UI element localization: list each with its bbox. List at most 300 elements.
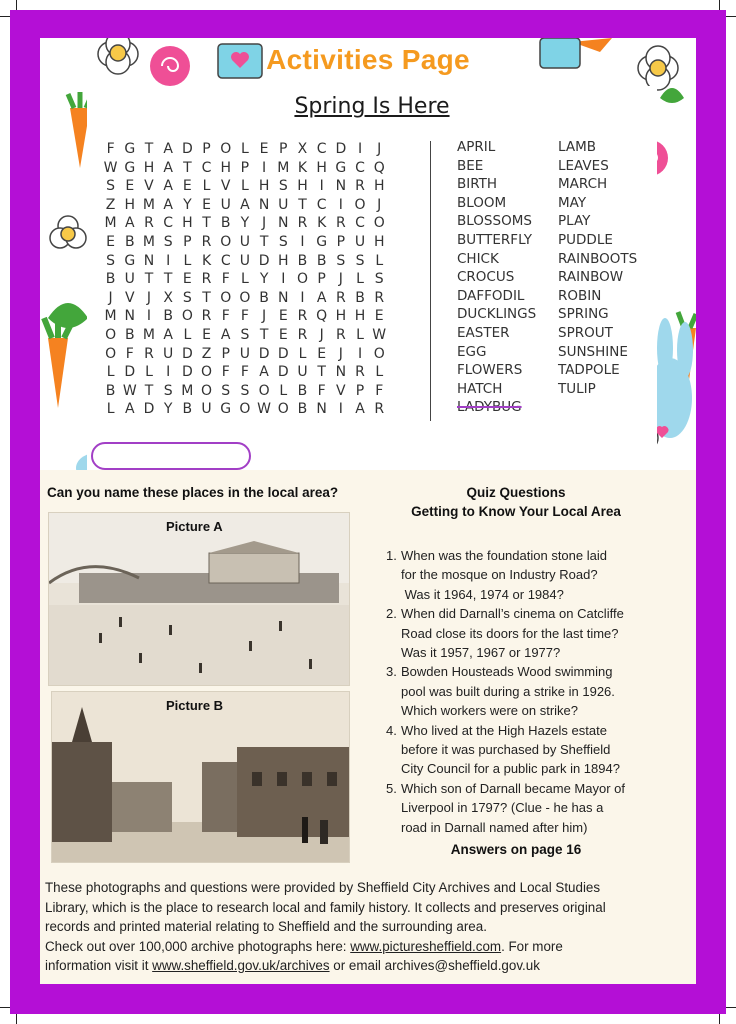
question-line: City Council for a public park in 1894? (401, 761, 620, 777)
grid-letter[interactable]: L (106, 401, 115, 418)
grid-letter[interactable]: L (183, 252, 192, 269)
grid-letter[interactable]: T (144, 271, 154, 288)
grid-letter[interactable]: L (106, 364, 115, 381)
grid-letter[interactable]: O (239, 289, 251, 306)
grid-letter[interactable]: A (163, 196, 173, 213)
grid-letter[interactable]: O (354, 196, 366, 213)
grid-letter[interactable]: T (298, 196, 307, 213)
grid-letter[interactable]: C (220, 252, 231, 269)
grid-letter[interactable]: I (338, 401, 343, 418)
grid-letter[interactable]: S (336, 252, 346, 269)
grid-letter[interactable]: L (241, 178, 249, 195)
word-list-item: RAINBOW (558, 269, 624, 286)
grid-letter[interactable]: R (297, 215, 308, 232)
grid-letter[interactable]: K (201, 252, 212, 269)
grid-letter[interactable]: O (105, 326, 117, 343)
grid-letter[interactable]: O (201, 382, 213, 399)
grid-letter[interactable]: E (182, 271, 192, 288)
grid-letter[interactable]: P (279, 141, 288, 157)
question-line: When was the foundation stone laid (401, 548, 607, 563)
grid-letter[interactable]: F (240, 308, 249, 325)
grid-letter[interactable]: N (278, 215, 289, 232)
grid-row (101, 177, 389, 196)
grid-letter[interactable]: R (201, 308, 212, 325)
grid-letter[interactable]: I (300, 289, 305, 306)
grid-letter[interactable]: G (124, 252, 136, 269)
grid-letter[interactable]: G (316, 233, 328, 250)
grid-letter[interactable]: A (124, 401, 135, 418)
grid-letter[interactable]: C (316, 196, 327, 213)
grid-letter[interactable]: O (220, 141, 232, 157)
grid-letter[interactable]: D (335, 141, 347, 157)
grid-letter[interactable]: X (297, 141, 308, 157)
grid-letter[interactable]: E (374, 308, 384, 325)
grid-letter[interactable]: B (182, 401, 193, 418)
grid-letter[interactable]: O (258, 382, 270, 399)
grid-letter[interactable]: M (181, 382, 194, 399)
footer-text: or email archives@sheffield.gov.uk (329, 958, 540, 973)
quiz-heading: Quiz Questions (466, 485, 566, 500)
grid-letter[interactable]: T (163, 271, 173, 288)
grid-letter[interactable]: N (143, 252, 155, 269)
grid-letter[interactable]: J (319, 326, 324, 343)
grid-letter[interactable]: H (316, 159, 327, 176)
grid-letter[interactable]: L (183, 326, 192, 343)
word-list-item: CROCUS (457, 269, 515, 286)
word-list-item: LADYBUG (457, 399, 522, 416)
grid-letter[interactable]: L (356, 326, 364, 343)
grid-letter[interactable]: H (335, 308, 347, 325)
grid-letter[interactable]: E (202, 196, 211, 213)
grid-letter[interactable]: R (374, 289, 385, 306)
grid-letter[interactable]: V (144, 178, 154, 195)
grid-letter[interactable]: E (125, 178, 135, 195)
grid-letter[interactable]: U (239, 252, 251, 269)
grid-letter[interactable]: I (357, 141, 363, 157)
grid-letter[interactable]: I (146, 308, 152, 325)
grid-row (101, 140, 389, 159)
grid-letter[interactable]: L (356, 271, 364, 288)
grid-letter[interactable]: S (221, 382, 231, 399)
grid-letter[interactable]: R (144, 215, 154, 232)
grid-letter[interactable]: D (181, 364, 193, 381)
grid-letter[interactable]: U (201, 401, 212, 418)
street-scene-photo (52, 692, 349, 862)
grid-letter[interactable]: A (163, 178, 173, 195)
grid-letter[interactable]: I (338, 196, 343, 213)
grid-letter[interactable]: I (262, 159, 267, 176)
grid-letter[interactable]: F (240, 364, 249, 381)
grid-letter[interactable]: M (104, 308, 117, 325)
grid-letter[interactable]: B (105, 382, 116, 399)
grid-letter[interactable]: L (241, 271, 249, 288)
picture-a-photo (48, 512, 350, 686)
grid-letter[interactable]: P (202, 141, 211, 157)
word-list-item: TADPOLE (558, 362, 620, 379)
activities-page (40, 38, 696, 984)
grid-letter[interactable]: B (297, 401, 308, 418)
grid-letter[interactable]: P (317, 271, 326, 288)
word-list-item: MAY (558, 194, 587, 211)
grid-letter[interactable]: E (278, 308, 288, 325)
grid-letter[interactable]: C (355, 215, 365, 232)
grid-letter[interactable]: O (239, 401, 251, 418)
grid-letter[interactable]: A (163, 159, 173, 176)
grid-letter[interactable]: S (374, 271, 384, 288)
grid-letter[interactable]: A (259, 364, 269, 381)
grid-letter[interactable]: J (108, 289, 113, 306)
grid-letter[interactable]: H (373, 233, 385, 250)
grid-letter[interactable]: S (355, 252, 365, 269)
grid-letter[interactable]: U (239, 345, 251, 362)
grid-letter[interactable]: J (262, 215, 267, 232)
grid-letter[interactable]: N (335, 364, 347, 381)
grid-letter[interactable]: O (277, 401, 289, 418)
grid-letter[interactable]: T (317, 364, 326, 381)
quiz-question (386, 662, 666, 720)
grid-letter[interactable]: L (375, 252, 384, 269)
grid-letter[interactable]: A (124, 215, 135, 232)
grid-letter[interactable]: V (124, 289, 135, 306)
grid-letter[interactable]: N (335, 178, 347, 195)
question-line: before it was purchased by Sheffield (401, 742, 611, 758)
grid-letter[interactable]: P (336, 233, 346, 250)
grid-letter[interactable]: B (259, 289, 269, 306)
grid-letter[interactable]: S (163, 382, 173, 399)
grid-letter[interactable]: E (182, 178, 192, 195)
grid-letter[interactable]: A (163, 326, 173, 343)
footer-line (45, 937, 690, 957)
question-line: road in Darnall named after him) (401, 819, 588, 835)
grid-letter[interactable]: B (297, 252, 308, 269)
grid-letter[interactable]: L (375, 364, 384, 381)
word-list-item: BEE (457, 157, 484, 174)
grid-letter[interactable]: T (259, 326, 269, 343)
carrot-icon (44, 314, 74, 408)
grid-row (101, 382, 389, 401)
grid-letter[interactable]: R (335, 289, 346, 306)
grid-letter[interactable]: U (239, 233, 251, 250)
grid-letter[interactable]: E (317, 345, 327, 362)
grid-letter[interactable]: E (106, 233, 116, 250)
grid-letter[interactable]: Y (240, 215, 250, 232)
footer-line (45, 956, 690, 976)
grid-letter[interactable]: U (163, 345, 174, 362)
wordsearch-title: Spring Is Here (294, 94, 450, 119)
grid-letter[interactable]: H (182, 215, 193, 232)
grid-letter[interactable]: A (240, 196, 250, 213)
grid-letter[interactable]: R (335, 215, 346, 232)
grid-letter[interactable]: S (106, 252, 116, 269)
question-line: for the mosque on Industry Road? (401, 567, 598, 583)
word-list-item: SPROUT (558, 324, 613, 341)
grid-letter[interactable]: R (201, 233, 212, 250)
grid-letter[interactable]: R (201, 271, 212, 288)
grid-letter[interactable]: O (296, 271, 308, 288)
grid-letter[interactable]: D (181, 141, 193, 157)
grid-letter[interactable]: U (124, 271, 135, 288)
word-list-item: ROBIN (558, 287, 602, 304)
grid-letter[interactable]: O (220, 233, 232, 250)
grid-letter[interactable]: H (258, 178, 270, 195)
grid-letter[interactable]: S (163, 233, 173, 250)
found-word-circle (91, 442, 251, 470)
grid-letter[interactable]: M (142, 196, 156, 213)
word-list-item: PUDDLE (558, 231, 613, 248)
grid-letter[interactable]: B (163, 308, 173, 325)
grid-letter[interactable]: U (297, 364, 308, 381)
archives-link[interactable]: www.sheffield.gov.uk/archives (152, 958, 330, 973)
grid-letter[interactable]: S (240, 382, 250, 399)
grid-letter[interactable]: C (355, 159, 365, 176)
grid-letter[interactable]: E (278, 326, 288, 343)
grid-letter[interactable]: H (354, 308, 366, 325)
grid-letter[interactable]: R (335, 326, 346, 343)
grid-letter[interactable]: Z (201, 345, 212, 362)
grid-letter[interactable]: C (316, 141, 327, 157)
grid-letter[interactable]: I (166, 364, 171, 381)
grid-letter[interactable]: I (357, 345, 363, 362)
grid-letter[interactable]: R (374, 401, 385, 418)
grid-letter[interactable]: W (372, 326, 387, 343)
grid-letter[interactable]: Q (373, 159, 385, 176)
grid-letter[interactable]: R (355, 364, 365, 381)
word-list-item: BLOOM (457, 194, 507, 211)
grid-letter[interactable]: U (354, 233, 366, 250)
quiz-question (386, 721, 666, 779)
grid-row (101, 345, 389, 364)
grid-letter[interactable]: L (298, 345, 307, 362)
word-list-column-2 (558, 138, 637, 398)
picture-b-label: Picture B (166, 698, 224, 713)
grid-letter[interactable]: A (355, 401, 365, 418)
question-text (401, 662, 615, 720)
grid-letter[interactable]: H (373, 178, 385, 195)
footer-line: Library, which is the place to research local and family history. It collects and preserves original (45, 899, 606, 915)
question-line: Who lived at the High Hazels estate (401, 722, 607, 738)
grid-letter[interactable]: W (103, 159, 118, 176)
grid-letter[interactable]: S (278, 233, 288, 250)
grid-letter[interactable]: B (124, 326, 135, 343)
grid-letter[interactable]: D (143, 401, 155, 418)
grid-letter[interactable]: O (373, 215, 385, 232)
grid-letter[interactable]: I (300, 233, 305, 250)
grid-letter[interactable]: V (336, 382, 346, 399)
grid-letter[interactable]: I (281, 271, 286, 288)
word-list-divider (430, 141, 431, 421)
grid-letter[interactable]: F (106, 141, 115, 157)
grid-letter[interactable]: O (201, 364, 213, 381)
word-list-item: MARCH (558, 176, 608, 193)
grid-letter[interactable]: L (145, 364, 153, 381)
grid-letter[interactable]: N (124, 308, 136, 325)
grid-letter[interactable]: Q (316, 308, 328, 325)
picturesheffield-link[interactable]: www.picturesheffield.com (350, 938, 502, 954)
grid-letter[interactable]: B (220, 215, 231, 232)
question-number: 3. (386, 664, 397, 680)
grid-letter[interactable]: Z (105, 196, 116, 213)
grid-letter[interactable]: O (181, 308, 193, 325)
quiz-question (386, 779, 666, 837)
grid-letter[interactable]: Y (163, 401, 173, 418)
grid-letter[interactable]: I (166, 252, 171, 269)
word-list-item: BIRTH (457, 176, 498, 193)
quiz-question-list (386, 546, 666, 837)
grid-letter[interactable]: D (277, 345, 289, 362)
grid-letter[interactable]: T (144, 382, 154, 399)
grid-letter[interactable]: S (182, 289, 192, 306)
grid-letter[interactable]: S (106, 178, 116, 195)
grid-letter[interactable]: C (163, 215, 174, 232)
grid-letter[interactable]: Y (183, 196, 192, 213)
grid-letter[interactable]: P (183, 233, 192, 250)
grid-letter[interactable]: R (297, 308, 308, 325)
grid-letter[interactable]: S (278, 178, 288, 195)
grid-letter[interactable]: T (259, 233, 269, 250)
grid-row (101, 252, 389, 271)
grid-letter[interactable]: G (335, 159, 347, 176)
grid-letter[interactable]: H (143, 159, 155, 176)
grid-letter[interactable]: L (241, 141, 249, 157)
grid-letter[interactable]: B (124, 233, 135, 250)
question-line: Was it 1957, 1967 or 1977? (401, 645, 561, 661)
grid-letter[interactable]: E (202, 326, 211, 343)
grid-letter[interactable]: S (240, 326, 250, 343)
grid-letter[interactable]: T (144, 141, 154, 157)
question-number: 2. (386, 606, 397, 622)
grid-letter[interactable]: D (258, 345, 270, 362)
grid-letter[interactable]: J (338, 345, 343, 362)
flower-icon (50, 216, 86, 248)
grid-letter[interactable]: M (104, 215, 117, 232)
grid-letter[interactable]: D (181, 345, 193, 362)
grid-letter[interactable]: N (316, 401, 327, 418)
grid-letter[interactable]: F (375, 382, 384, 399)
grid-letter[interactable]: V (220, 178, 231, 195)
grid-letter[interactable]: F (221, 364, 230, 381)
grid-letter[interactable]: D (277, 364, 289, 381)
grid-letter[interactable]: J (377, 196, 382, 213)
grid-letter[interactable]: O (373, 345, 385, 362)
quiz-subheading: Getting to Know Your Local Area (411, 504, 621, 519)
grid-letter[interactable]: H (297, 178, 308, 195)
grid-letter[interactable]: R (297, 326, 308, 343)
grid-row (101, 326, 389, 345)
grid-letter[interactable]: M (142, 326, 156, 343)
grid-letter[interactable]: A (163, 141, 173, 157)
grid-letter[interactable]: R (144, 345, 154, 362)
question-line: Liverpool in 1797? (Clue - he has a (401, 800, 604, 816)
grid-letter[interactable]: K (297, 159, 308, 176)
grid-letter[interactable]: W (122, 382, 137, 399)
footer-text: . For more (501, 938, 563, 954)
footer-line: These photographs and questions were provided by Sheffield City Archives and Local Studies (45, 880, 601, 895)
word-list-item: LAMB (558, 139, 596, 155)
grid-letter[interactable]: P (240, 159, 250, 176)
grid-letter[interactable]: G (124, 159, 136, 176)
grid-letter[interactable]: A (220, 326, 231, 343)
grid-letter[interactable]: H (124, 196, 136, 213)
grid-letter[interactable]: K (317, 215, 327, 232)
grid-letter[interactable]: F (317, 382, 326, 399)
grid-letter[interactable]: G (124, 141, 136, 157)
grid-letter[interactable]: M (277, 159, 290, 176)
grid-letter[interactable]: C (201, 159, 212, 176)
grid-letter[interactable]: P (221, 345, 230, 362)
grid-letter[interactable]: M (142, 233, 156, 250)
letter-grid[interactable] (101, 140, 389, 419)
grid-letter[interactable]: J (262, 308, 267, 325)
grid-letter[interactable]: J (377, 141, 382, 157)
word-list-item: RAINBOOTS (558, 250, 638, 267)
grid-row (101, 214, 389, 233)
grid-letter[interactable]: H (278, 252, 289, 269)
grid-letter[interactable]: Y (259, 271, 269, 288)
grid-letter[interactable]: B (316, 252, 327, 269)
grid-letter[interactable]: I (319, 178, 324, 195)
grid-letter[interactable]: O (105, 345, 117, 362)
word-list-item: PLAY (558, 213, 591, 230)
grid-letter[interactable]: O (220, 289, 232, 306)
grid-letter[interactable]: L (202, 178, 211, 195)
grid-letter[interactable]: E (259, 141, 269, 157)
grid-letter[interactable]: N (278, 289, 289, 306)
grid-letter[interactable]: N (258, 196, 270, 213)
grid-letter[interactable]: F (221, 308, 230, 325)
question-line: Was it 1964, 1974 or 1984? (401, 586, 564, 602)
grid-letter[interactable]: B (105, 271, 116, 288)
question-line: pool was built during a strike in 1926. (401, 683, 615, 699)
word-list-item: SUNSHINE (558, 343, 628, 360)
word-list-item: EASTER (457, 324, 510, 341)
grid-letter[interactable]: G (220, 401, 232, 418)
grid-letter[interactable]: D (124, 364, 136, 381)
footer-line: records and printed material relating to Sheffield and the surrounding area. (45, 919, 487, 934)
grid-letter[interactable]: R (355, 178, 365, 195)
question-text (401, 721, 620, 779)
grid-letter[interactable]: F (125, 345, 134, 362)
grid-letter[interactable]: P (355, 382, 365, 399)
grid-letter[interactable]: J (338, 271, 343, 288)
question-line: When did Darnall’s cinema on Catcliffe (401, 606, 624, 622)
grid-letter[interactable]: L (279, 382, 288, 399)
picture-b-photo (51, 691, 350, 863)
question-number: 4. (386, 722, 397, 738)
grid-letter[interactable]: A (316, 289, 327, 306)
grid-letter[interactable]: D (258, 252, 270, 269)
grid-letter[interactable]: J (146, 289, 152, 306)
grid-letter[interactable]: T (202, 289, 211, 306)
word-list-item: SPRING (558, 306, 609, 323)
quiz-question (386, 546, 666, 604)
word-list-item: DUCKLINGS (457, 306, 537, 323)
grid-letter[interactable]: B (297, 382, 308, 399)
grid-letter[interactable]: T (183, 159, 192, 176)
grid-letter[interactable]: F (221, 271, 230, 288)
grid-letter[interactable]: U (220, 196, 231, 213)
grid-letter[interactable]: T (202, 215, 211, 232)
grid-letter[interactable]: U (278, 196, 289, 213)
question-line: Which son of Darnall became Mayor of (401, 780, 625, 796)
grid-letter[interactable]: X (163, 289, 173, 306)
grid-letter[interactable]: W (257, 401, 272, 418)
grid-row (101, 289, 389, 308)
grid-row (101, 363, 389, 382)
word-list-item: TULIP (558, 380, 596, 397)
grid-letter[interactable]: B (355, 289, 365, 306)
grid-letter[interactable]: H (220, 159, 231, 176)
places-heading: Can you name these places in the local area? (47, 485, 339, 500)
